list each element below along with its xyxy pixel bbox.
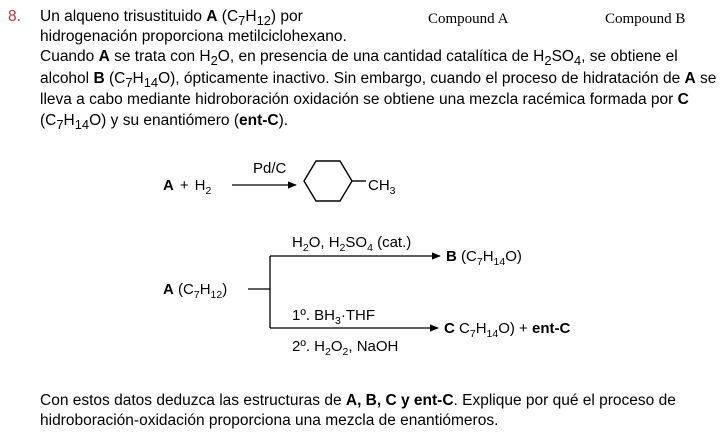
- cyclohexane-ring: [304, 161, 352, 201]
- compound-a-header: Compound A: [428, 11, 509, 27]
- upper-reagent: $H_2O$, $H_2SO_4$ (cat.): [292, 234, 412, 254]
- question-line-4: alcohol B $(C_7H_{14}O)$, ópticamente inactivo. Sin embargo, cuando el proceso de hidratación de A se: [40, 70, 717, 91]
- lower-reagent-step1: 1º. $BH_3\cdot THF$: [292, 307, 375, 327]
- question-line-2: hidrogenación proporciona metilciclohexano.: [40, 28, 347, 45]
- compound-b-header: Compound B: [605, 11, 686, 27]
- question-line-1: Un alqueno trisustituido A $(C_7H_{12})$ por: [40, 8, 303, 29]
- reaction1-catalyst: Pd/C: [253, 160, 287, 177]
- question-line-5: lleva a cabo mediante hidroboración oxidación se obtiene una mezcla racémica formada por C: [40, 91, 689, 108]
- reaction2-reactant: A $(C_7H_{12})$: [163, 281, 228, 301]
- lower-product: C $C_7H_{14}O) + ent-C$: [444, 320, 571, 340]
- footer-line-1: Con estos datos deduzca las estructuras de A, B, C y ent-C. Explique por qué el proceso de: [40, 392, 676, 409]
- lower-reagent-step2: 2º. $H_2O_2$, NaOH: [292, 338, 399, 358]
- question-line-6: $(C_7H_{14}O)$ y su enantiómero (ent-C).: [40, 112, 289, 133]
- question-line-3: Cuando A se trata con $H_2O$, en presencia de una cantidad catalítica de $H_2SO_4$, se obtiene el: [40, 48, 678, 69]
- reaction1-reactants: $A + H_2$: [163, 177, 212, 197]
- methyl-group: $CH_3$: [368, 177, 396, 197]
- footer-line-2: hidroboración-oxidación proporciona una mezcla de enantiómeros.: [40, 412, 499, 429]
- question-number: 8.: [8, 8, 21, 25]
- upper-product: B $(C_7H_{14}O)$: [446, 248, 522, 268]
